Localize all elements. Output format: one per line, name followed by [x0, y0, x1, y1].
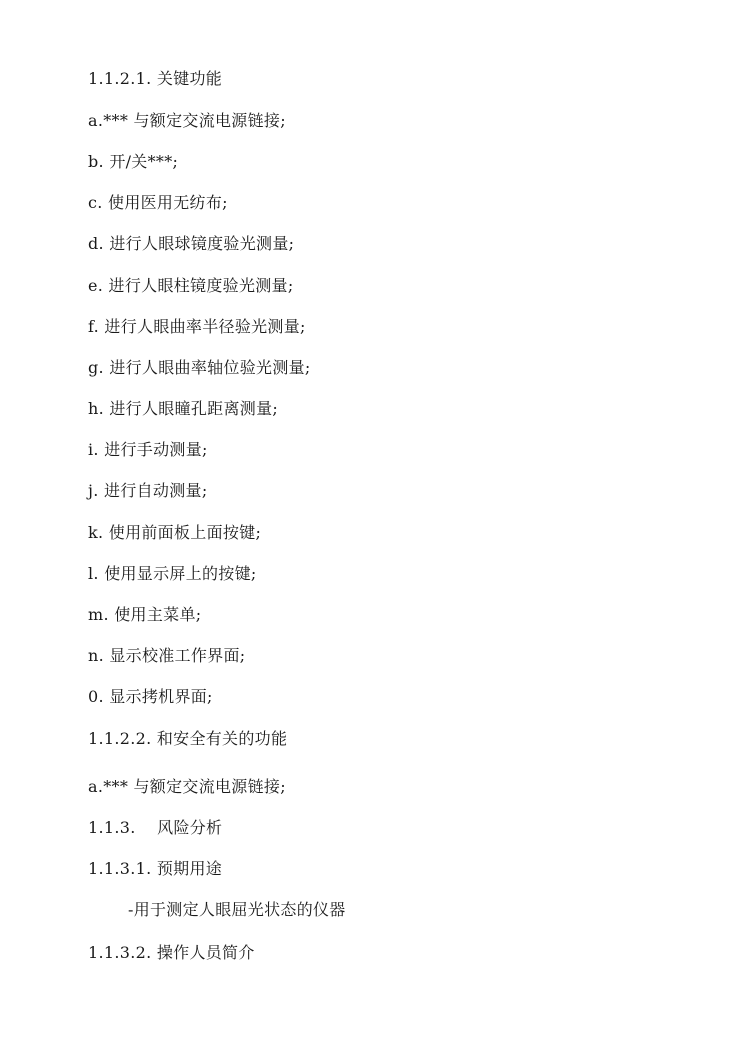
list-item-j: j. 进行自动测量; [88, 481, 208, 500]
section-heading-1-1-3: 1.1.3. 风险分析 [88, 818, 223, 837]
section-heading-1-1-2-2: 1.1.2.2. 和安全有关的功能 [88, 729, 288, 748]
list-item-b: b. 开/关***; [88, 152, 179, 171]
section-heading-1-1-3-1: 1.1.3.1. 预期用途 [88, 859, 223, 878]
list-item-l: l. 使用显示屏上的按键; [88, 564, 257, 583]
section-heading-1-1-3-2: 1.1.3.2. 操作人员简介 [88, 943, 255, 962]
list-item-m: m. 使用主菜单; [88, 605, 202, 624]
section-heading-1-1-2-1: 1.1.2.1. 关键功能 [88, 69, 223, 88]
list-item-n: n. 显示校准工作界面; [88, 646, 246, 665]
list-item-i: i. 进行手动测量; [88, 440, 208, 459]
list-item-k: k. 使用前面板上面按键; [88, 523, 262, 542]
list-item-e: e. 进行人眼柱镜度验光测量; [88, 276, 294, 295]
list-item-f: f. 进行人眼曲率半径验光测量; [88, 317, 306, 336]
list-item-c: c. 使用医用无纺布; [88, 193, 228, 212]
list-item-h: h. 进行人眼瞳孔距离测量; [88, 399, 279, 418]
intended-use-text: -用于测定人眼屈光状态的仪器 [128, 900, 346, 919]
list-item-d: d. 进行人眼球镜度验光测量; [88, 234, 295, 253]
list-item-a: a.*** 与额定交流电源链接; [88, 111, 286, 130]
list-item-o: 0. 显示拷机界面; [88, 687, 213, 706]
list-item-g: g. 进行人眼曲率轴位验光测量; [88, 358, 311, 377]
safety-item-a: a.*** 与额定交流电源链接; [88, 777, 286, 796]
